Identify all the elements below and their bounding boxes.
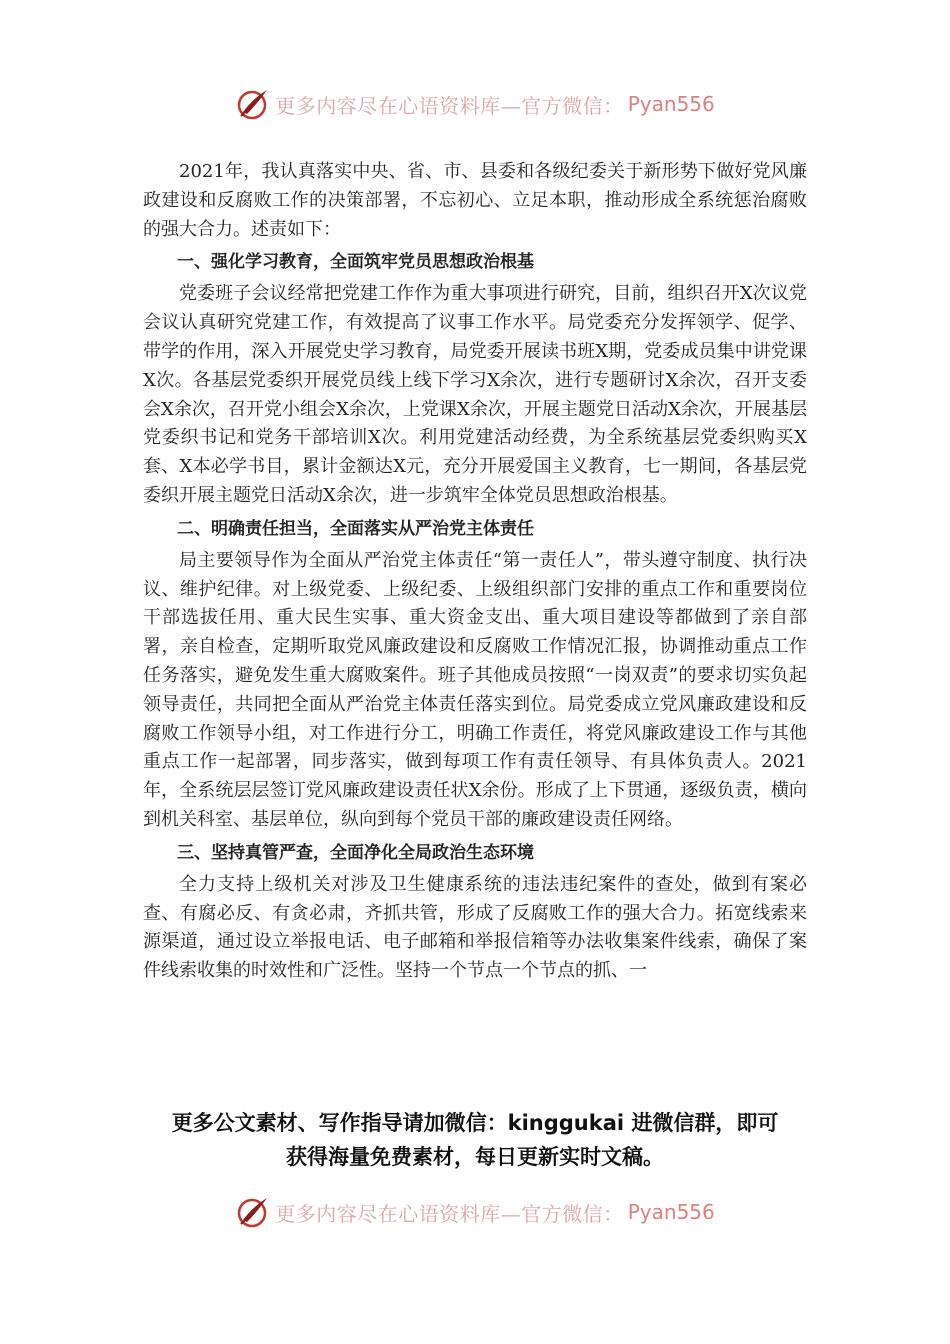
section-heading: 二、明确责任担当，全面落实从严治党主体责任 <box>177 518 534 539</box>
section-paragraph: 全力支持上级机关对涉及卫生健康系统的违法违纪案件的查处，做到有案必查、有腐必反、有贪必肃，齐抓共管，形成了反腐败工作的强大合力。拓宽线索来源渠道，通过设立举报电话、电子邮箱和举报信箱等办法收集案件线索，确保了案件线索收集的时效性和广泛性。坚持一个节点一个节点的抓、一 <box>143 873 807 982</box>
promo-line-2: 获得海量免费素材，每日更新实时文稿。 <box>286 1145 664 1169</box>
section-heading: 一、强化学习教育，全面筑牢党员思想政治根基 <box>177 252 534 273</box>
section-paragraph: 局主要领导作为全面从严治党主体责任“第一责任人”，带头遵守制度、执行决议、维护纪律。对上级党委、上级纪委、上级组织部门安排的重点工作和重要岗位干部选拔任用、重大民生实事、重大资金支出、重大项目建设等都做到了亲自部署，亲自检查，定期听取党风廉政建设和反腐败工作情况汇报，协调推动重点工作任务落实，避免发生重大腐败案件。班子其他成员按照“一岗双责”的要求切实负起领导责任，共同把全面从严治党主体责任落实到位。局党委成立党风廉政建设和反腐败工作领导小组，对工作进行分工，明确工作责任，将党风廉政建设工作与其他重点工作一起部署，同步落实，做到每项工作有责任领导、有具体负责人。2021年，全系统层层签订党风廉政建设责任状X余份。形成了上下贯通，逐级负责，横向到机关科室、基层单位，纵向到每个党员干部的廉政建设责任网络。 <box>143 549 807 830</box>
section-paragraph: 党委班子会议经常把党建工作作为重大事项进行研究，目前，组织召开X次议党会议认真研究党建工作，有效提高了议事工作水平。局党委充分发挥领学、促学、带学的作用，深入开展党史学习教育，局党委开展读书班X期，党委成员集中讲党课X次。各基层党委织开展党员线上线下学习X余次，进行专题研讨X余次，召开支委会X余次，召开党小组会X余次，上党课X余次，开展主题党日活动X余次，开展基层党委织书记和党务干部培训X次。利用党建活动经费，为全系统基层党委织购买X套、X本必学书目，累计金额达X元，充分开展爱国主义教育，七一期间，各基层党委织开展主题党日活动X余次，进一步筑牢全体党员思想政治根基。 <box>143 283 807 506</box>
banner-site-text: 更多内容尽在心语资料库—官方微信： <box>275 93 624 118</box>
section-heading: 三、坚持真管严查，全面净化全局政治生态环境 <box>177 842 534 863</box>
header-banner <box>0 84 950 124</box>
banner-site-text: 更多内容尽在心语资料库—官方微信： <box>275 1201 624 1226</box>
footer-banner <box>0 1192 950 1232</box>
banner-account: Pyan556 <box>627 1200 715 1224</box>
promo-line-1: 更多公文素材、写作指导请加微信：kinggukai 进微信群，即可 <box>171 1111 779 1135</box>
document-body <box>143 158 807 986</box>
quill-logo-icon <box>235 86 271 122</box>
intro-paragraph: 2021年，我认真落实中央、省、市、县委和各级纪委关于新形势下做好党风廉政建设和反腐败工作的决策部署，不忘初心、立足本职，推动形成全系统惩治腐败的强大合力。述责如下： <box>143 161 807 240</box>
banner-account: Pyan556 <box>627 92 715 116</box>
quill-logo-icon <box>235 1194 271 1230</box>
promo-notice <box>0 1106 950 1174</box>
